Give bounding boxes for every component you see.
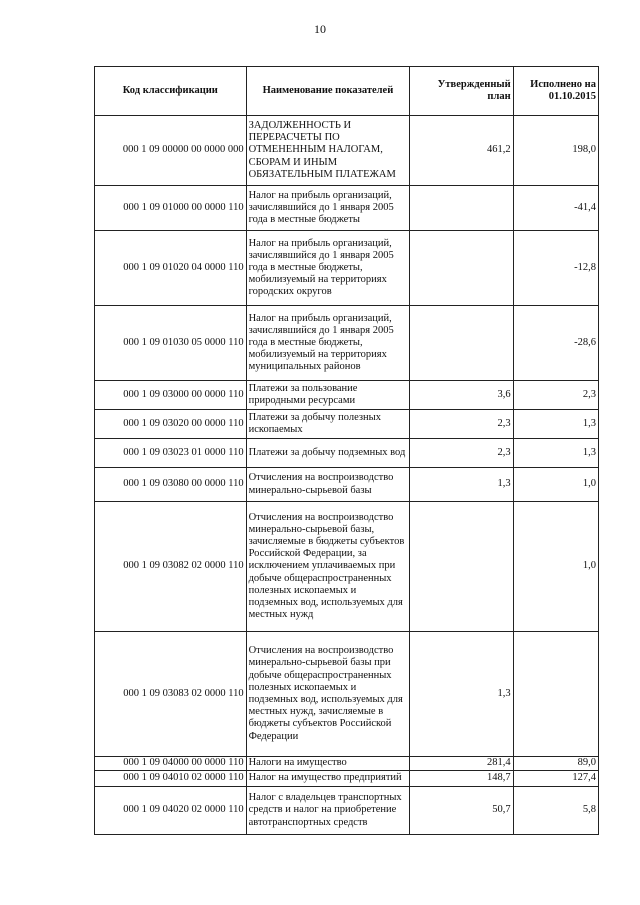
row-code: 000 1 09 00000 00 0000 000 — [95, 116, 247, 186]
header-executed: Исполнено на 01.10.2015 — [513, 67, 598, 116]
row-executed: 198,0 — [513, 116, 598, 186]
row-plan: 2,3 — [410, 410, 513, 439]
header-plan: Утвержденный план — [410, 67, 513, 116]
table-row — [95, 439, 599, 468]
row-executed: 2,3 — [513, 381, 598, 410]
row-plan — [410, 502, 513, 632]
table-row — [95, 757, 599, 771]
row-code: 000 1 09 03000 00 0000 110 — [95, 381, 247, 410]
row-plan: 3,6 — [410, 381, 513, 410]
row-executed: 1,0 — [513, 468, 598, 502]
row-plan — [410, 186, 513, 231]
row-code: 000 1 09 04020 02 0000 110 — [95, 787, 247, 835]
table-row — [95, 771, 599, 787]
row-code: 000 1 09 03023 01 0000 110 — [95, 439, 247, 468]
table-row — [95, 468, 599, 502]
row-name: Платежи за добычу полезных ископаемых — [246, 410, 410, 439]
row-executed: 1,3 — [513, 439, 598, 468]
row-plan: 1,3 — [410, 632, 513, 757]
row-name: Отчисления на воспроизводство минерально-сырьевой базы — [246, 468, 410, 502]
row-plan: 50,7 — [410, 787, 513, 835]
row-code: 000 1 09 03020 00 0000 110 — [95, 410, 247, 439]
row-executed — [513, 632, 598, 757]
table-row — [95, 116, 599, 186]
row-code: 000 1 09 03082 02 0000 110 — [95, 502, 247, 632]
table-row — [95, 381, 599, 410]
header-code: Код классификации — [95, 67, 247, 116]
row-name: Налог с владельцев транспортных средств и налог на приобретение автотранспортных средств — [246, 787, 410, 835]
row-code: 000 1 09 01000 00 0000 110 — [95, 186, 247, 231]
row-code: 000 1 09 04010 02 0000 110 — [95, 771, 247, 787]
row-executed: -12,8 — [513, 231, 598, 306]
row-name: Налоги на имущество — [246, 757, 410, 771]
header-name: Наименование показателей — [246, 67, 410, 116]
table-row — [95, 410, 599, 439]
report-table — [94, 66, 599, 835]
page-number: 10 — [314, 22, 326, 36]
row-plan: 148,7 — [410, 771, 513, 787]
row-code: 000 1 09 03080 00 0000 110 — [95, 468, 247, 502]
row-name: Налог на прибыль организаций, зачислявшийся до 1 января 2005 года в местные бюджеты, мобилизуемый на территориях муниципальных районов — [246, 306, 410, 381]
row-executed: 89,0 — [513, 757, 598, 771]
row-code: 000 1 09 03083 02 0000 110 — [95, 632, 247, 757]
row-name: Налог на имущество предприятий — [246, 771, 410, 787]
row-plan — [410, 231, 513, 306]
row-plan: 281,4 — [410, 757, 513, 771]
table-row — [95, 231, 599, 306]
row-plan: 2,3 — [410, 439, 513, 468]
row-plan: 461,2 — [410, 116, 513, 186]
row-executed: 127,4 — [513, 771, 598, 787]
row-name: Налог на прибыль организаций, зачислявшийся до 1 января 2005 года в местные бюджеты — [246, 186, 410, 231]
table-row — [95, 632, 599, 757]
row-name: Платежи за пользование природными ресурсами — [246, 381, 410, 410]
row-plan: 1,3 — [410, 468, 513, 502]
row-executed: -41,4 — [513, 186, 598, 231]
row-code: 000 1 09 01020 04 0000 110 — [95, 231, 247, 306]
table-row — [95, 186, 599, 231]
row-name: Платежи за добычу подземных вод — [246, 439, 410, 468]
row-code: 000 1 09 04000 00 0000 110 — [95, 757, 247, 771]
row-executed: 1,0 — [513, 502, 598, 632]
row-plan — [410, 306, 513, 381]
table-row — [95, 787, 599, 835]
table-row — [95, 502, 599, 632]
row-code: 000 1 09 01030 05 0000 110 — [95, 306, 247, 381]
row-name: ЗАДОЛЖЕННОСТЬ И ПЕРЕРАСЧЕТЫ ПО ОТМЕНЕННЫМ НАЛОГАМ, СБОРАМ И ИНЫМ ОБЯЗАТЕЛЬНЫМ ПЛАТЕЖАМ — [246, 116, 410, 186]
row-executed: 1,3 — [513, 410, 598, 439]
row-name: Отчисления на воспроизводство минерально-сырьевой базы при добыче общераспространенных полезных ископаемых и подземных вод, используемых для местных нужд, зачисляемые в бюджеты субъектов Российской Федерации — [246, 632, 410, 757]
table-header-row — [95, 67, 599, 116]
row-executed: -28,6 — [513, 306, 598, 381]
row-name: Отчисления на воспроизводство минерально-сырьевой базы, зачисляемые в бюджеты субъектов Российской Федерации, за исключением уплачиваемых при добыче общераспространенных полезных ископаемых и подземных вод, используемых для местных нужд — [246, 502, 410, 632]
table-row — [95, 306, 599, 381]
row-name: Налог на прибыль организаций, зачислявшийся до 1 января 2005 года в местные бюджеты, мобилизуемый на территориях городских округов — [246, 231, 410, 306]
row-executed: 5,8 — [513, 787, 598, 835]
